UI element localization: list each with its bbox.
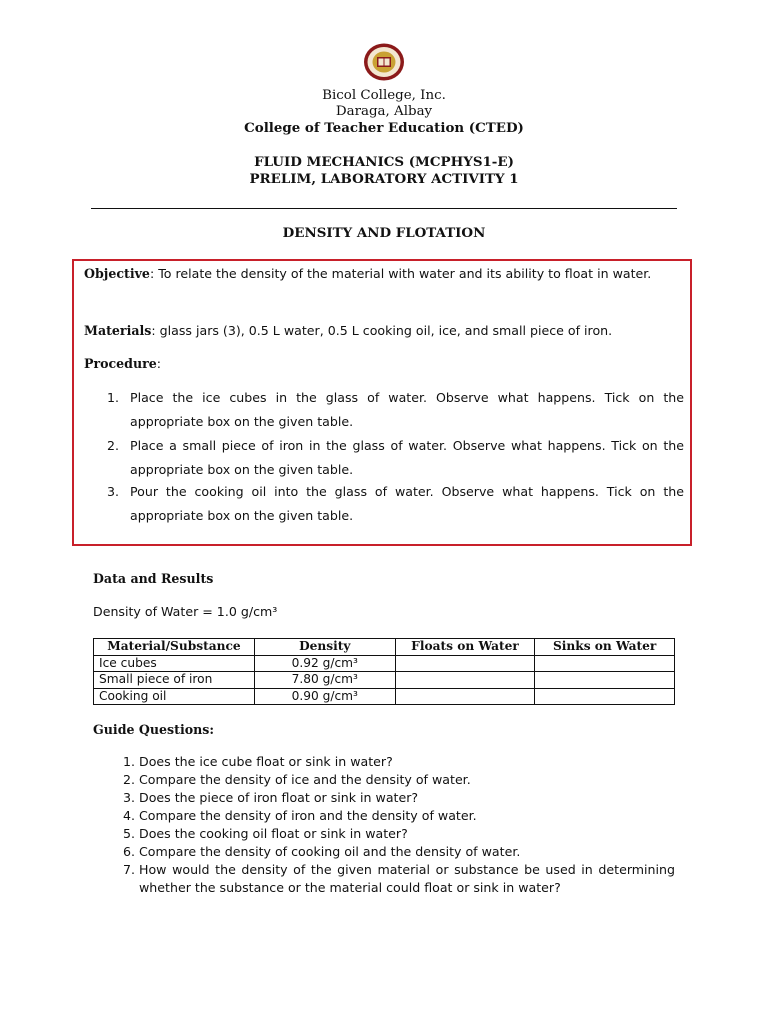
question-text: Compare the density of iron and the density of water.	[139, 808, 477, 823]
water-density-note: Density of Water = 1.0 g/cm³	[93, 604, 278, 619]
sinks-checkbox-cell[interactable]	[535, 655, 675, 672]
question-text: Compare the density of cooking oil and the density of water.	[139, 844, 521, 859]
materials-text: : glass jars (3), 0.5 L water, 0.5 L cooking oil, ice, and small piece of iron.	[151, 323, 613, 338]
guide-questions-heading: Guide Questions:	[93, 722, 215, 737]
institution-location: Daraga, Albay	[335, 104, 433, 119]
table-row	[94, 655, 675, 672]
question-number: 7.	[122, 862, 135, 877]
table-header-row	[94, 639, 675, 656]
document-title: DENSITY AND FLOTATION	[282, 225, 486, 241]
floats-checkbox-cell[interactable]	[395, 688, 535, 705]
procedure-step-number: 1.	[107, 390, 120, 405]
procedure-label: Procedure	[84, 356, 157, 371]
course-title: FLUID MECHANICS (MCPHYS1-E)	[254, 154, 514, 170]
material-cell: Cooking oil	[94, 688, 255, 705]
question-text: Does the ice cube float or sink in water?	[139, 754, 393, 769]
objective-label: Objective	[84, 266, 150, 281]
results-table	[93, 638, 675, 705]
objective-text: : To relate the density of the material with water and its ability to float in water.	[149, 266, 652, 281]
material-cell: Ice cubes	[94, 655, 255, 672]
procedure-heading: Procedure:	[84, 356, 162, 371]
procedure-step-number: 2.	[107, 438, 120, 453]
materials-paragraph	[84, 319, 684, 343]
activity-title: PRELIM, LABORATORY ACTIVITY 1	[249, 171, 519, 187]
header-divider	[91, 208, 677, 209]
question-text: Does the cooking oil float or sink in water?	[139, 826, 408, 841]
sinks-checkbox-cell[interactable]	[535, 672, 675, 689]
column-header-sinks: Sinks on Water	[535, 639, 675, 656]
density-cell: 7.80 g/cm³	[254, 672, 395, 689]
question-number: 1.	[122, 754, 135, 769]
materials-label: Materials	[84, 323, 152, 338]
table-row	[94, 688, 675, 705]
question-text: How would the density of the given material or substance be used in determining whether the substance or the material could float or sink in water?	[139, 862, 675, 895]
question-number: 5.	[122, 826, 135, 841]
procedure-step: Pour the cooking oil into the glass of water. Observe what happens. Tick on the appropriate box on the given table.	[130, 484, 684, 523]
data-results-heading: Data and Results	[93, 571, 214, 586]
procedure-step: Place the ice cubes in the glass of water. Observe what happens. Tick on the appropriate box on the given table.	[130, 390, 684, 429]
objective-paragraph	[84, 262, 684, 286]
question-number: 6.	[122, 844, 135, 859]
question-text: Does the piece of iron float or sink in water?	[139, 790, 419, 805]
floats-checkbox-cell[interactable]	[395, 655, 535, 672]
floats-checkbox-cell[interactable]	[395, 672, 535, 689]
question-number: 4.	[122, 808, 135, 823]
column-header-material: Material/Substance	[94, 639, 255, 656]
material-cell: Small piece of iron	[94, 672, 255, 689]
procedure-step: Place a small piece of iron in the glass of water. Observe what happens. Tick on the appropriate box on the given table.	[130, 438, 684, 477]
column-header-floats: Floats on Water	[395, 639, 535, 656]
question-text: Compare the density of ice and the density of water.	[139, 772, 471, 787]
table-row	[94, 672, 675, 689]
college-name: College of Teacher Education (CTED)	[244, 120, 524, 136]
column-header-density: Density	[254, 639, 395, 656]
question-number: 3.	[122, 790, 135, 805]
question-number: 2.	[122, 772, 135, 787]
density-cell: 0.90 g/cm³	[254, 688, 395, 705]
sinks-checkbox-cell[interactable]	[535, 688, 675, 705]
college-seal-logo	[362, 42, 406, 82]
density-cell: 0.92 g/cm³	[254, 655, 395, 672]
institution-name: Bicol College, Inc.	[322, 88, 446, 103]
procedure-step-number: 3.	[107, 484, 120, 499]
